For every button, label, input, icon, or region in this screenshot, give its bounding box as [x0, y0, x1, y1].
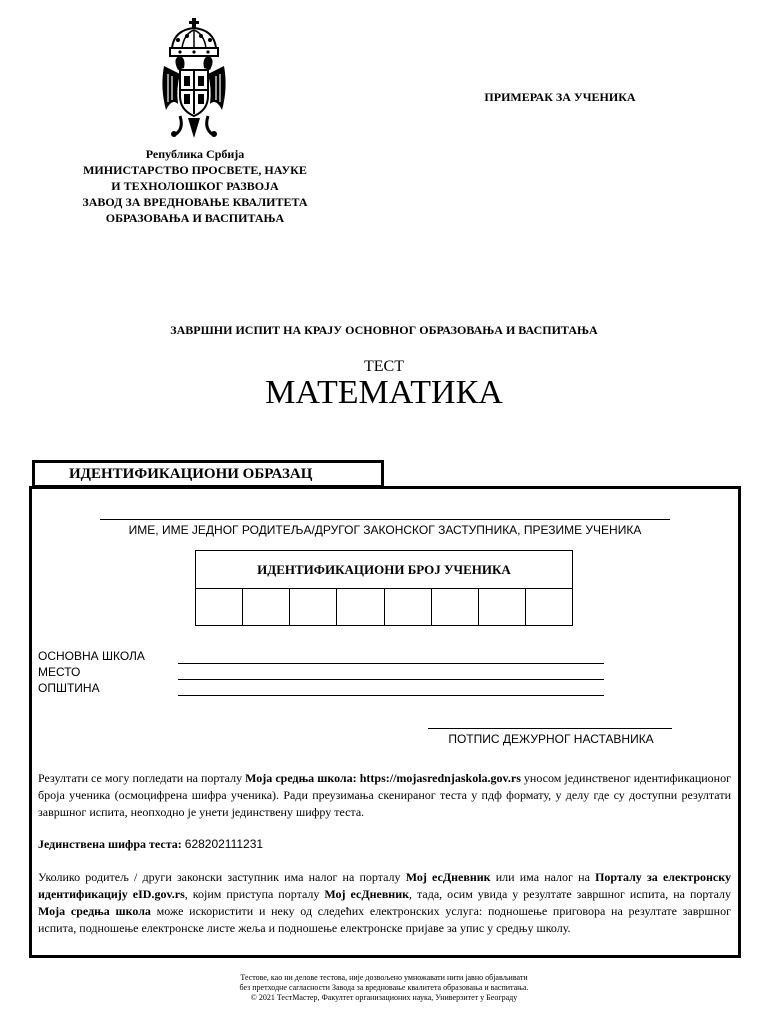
copyright-footer	[0, 973, 768, 1003]
place-input-line[interactable]	[178, 679, 604, 680]
municipality-label: ОПШТИНА	[38, 681, 100, 695]
eservices-info-paragraph	[38, 869, 731, 937]
eid-portal-name: Порталу за електронску идентификацију eID.gov.rs	[38, 870, 731, 901]
eservices-text: или има налог на	[490, 870, 596, 884]
institution-line-country: Република Србија	[145, 147, 245, 161]
test-code-label: Јединствена шифра теста:	[38, 837, 182, 851]
student-id-title: ИДЕНТИФИКАЦИОНИ БРОЈ УЧЕНИКА	[196, 551, 572, 589]
eservices-text: , тада, осим увида у резултате завршног испита, на порталу	[409, 887, 732, 901]
institution-block	[60, 146, 330, 226]
test-code-value: 628202111231	[184, 837, 264, 851]
eservices-text: може искористити и неку од следећих електронских услуга: подношење приговора на резултате завршног испита, подношење електронске листе жеља и подношење електронске пријаве за упис у средњу школу.	[38, 904, 731, 935]
ednevnik-name: Мој есДневник	[405, 870, 491, 884]
student-id-digit-cell[interactable]	[290, 589, 337, 625]
signature-caption: ПОТПИС ДЕЖУРНОГ НАСТАВНИКА	[448, 732, 654, 746]
institution-line-institute-cont: ОБРАЗОВАЊА И ВАСПИТАЊА	[105, 211, 285, 225]
student-id-digit-cell[interactable]	[337, 589, 384, 625]
student-id-digit-cell[interactable]	[432, 589, 479, 625]
signature-line[interactable]	[428, 728, 672, 729]
eservices-text: , којим приступа порталу	[184, 887, 325, 901]
footer-line: Тестове, као ни делове тестова, није дозвољено умножавати нити јавно објављивати	[240, 973, 528, 982]
eservices-text: Уколико родитељ / други законски заступник има налог на порталу	[38, 870, 406, 884]
sample-label: ПРИМЕРАК ЗА УЧЕНИКА	[484, 90, 636, 104]
footer-line: без претходне сагласности Завода за вредновање квалитета образовања и васпитања.	[239, 983, 529, 992]
footer-line: © 2021 ТестМастер, Факултет организационих наука, Универзитет у Београду	[250, 993, 518, 1002]
form-title: ИДЕНТИФИКАЦИОНИ ОБРАЗАЦ	[69, 466, 313, 482]
student-id-table	[195, 550, 573, 626]
student-id-digit-cell[interactable]	[526, 589, 572, 625]
institution-line-ministry-cont: И ТЕХНОЛОШКОГ РАЗВОЈА	[111, 179, 279, 193]
portal-name: Моја средња школа	[38, 904, 151, 918]
institution-line-ministry: МИНИСТАРСТВО ПРОСВЕТЕ, НАУКЕ	[83, 163, 307, 177]
subject-title: МАТЕМАТИКА	[265, 374, 503, 411]
municipality-input-line[interactable]	[178, 695, 604, 696]
test-label: ТЕСТ	[364, 358, 404, 375]
test-code-row	[38, 836, 731, 853]
coat-of-arms-icon	[158, 18, 230, 140]
school-label: ОСНОВНА ШКОЛА	[38, 649, 145, 663]
name-caption: ИМЕ, ИМЕ ЈЕДНОГ РОДИТЕЉА/ДРУГОГ ЗАКОНСКОГ ЗАСТУПНИКА, ПРЕЗИМЕ УЧЕНИКА	[128, 523, 642, 537]
student-id-digit-cell[interactable]	[243, 589, 290, 625]
ednevnik-name: Мој есДневник	[324, 887, 410, 901]
form-title-box	[32, 460, 384, 488]
results-text: Резултати се могу погледати на порталу	[38, 771, 246, 785]
place-label: МЕСТО	[38, 665, 81, 679]
portal-name: Моја средња школа:	[245, 771, 357, 785]
results-text-cont: уносом јединственог идентификационог броја ученика (осмоцифрена шифра ученика). Ради преузимања скенираног теста у пдф формату, у делу где су доступни резултати завршног испита, неопходно је унети јединствену шифру теста.	[38, 771, 732, 819]
student-id-digit-cell[interactable]	[385, 589, 432, 625]
portal-url-link[interactable]: https://mojasrednjaskola.gov.rs	[359, 771, 521, 785]
student-id-digit-cell[interactable]	[196, 589, 243, 625]
school-input-line[interactable]	[178, 663, 604, 664]
exam-title: ЗАВРШНИ ИСПИТ НА КРАЈУ ОСНОВНОГ ОБРАЗОВАЊА И ВАСПИТАЊА	[170, 323, 598, 337]
results-info-paragraph	[38, 770, 731, 821]
student-id-digit-cell[interactable]	[479, 589, 526, 625]
name-input-line[interactable]	[100, 519, 670, 520]
institution-line-institute: ЗАВОД ЗА ВРЕДНОВАЊЕ КВАЛИТЕТА	[82, 195, 308, 209]
